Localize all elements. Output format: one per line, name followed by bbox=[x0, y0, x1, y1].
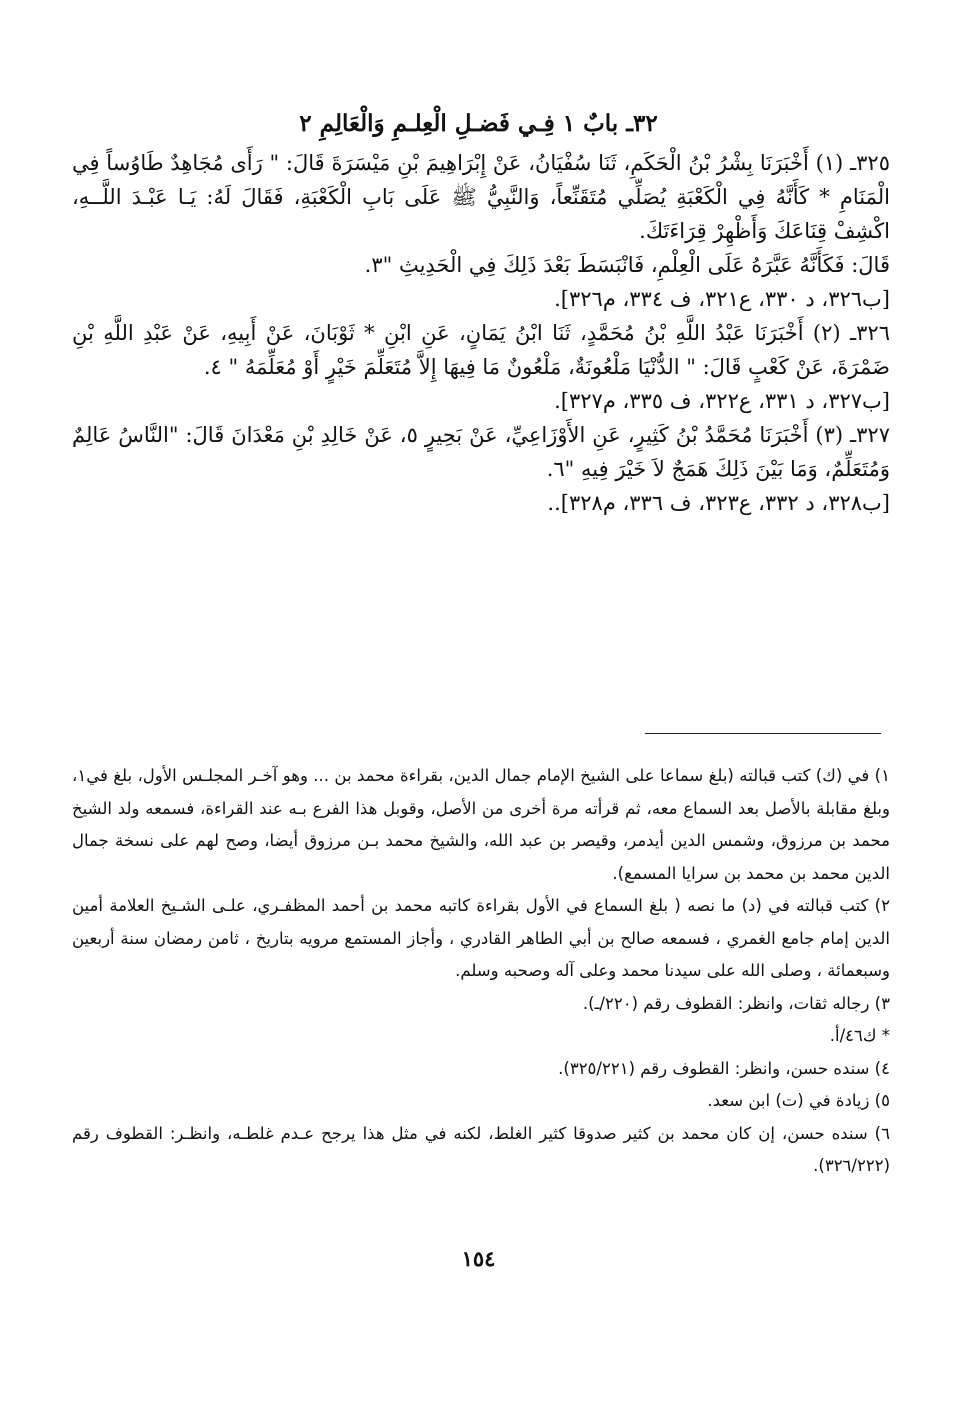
footnote-separator bbox=[645, 733, 881, 734]
footnote-3: ٣) رجاله ثقات، وانظر: القطوف رقم (٢٢٠/ـ). bbox=[582, 993, 890, 1013]
hadith-326-text: ٣٢٦ـ (٢) أَخْبَرَنَا عَبْدُ اللَّهِ بْنُ مُحَمَّدٍ، ثَنَا ابْنُ يَمَانٍ، عَنِ ابْنِ * ثَوْبَانَ، عَنْ أَبِيهِ، عَنْ عَبْدِ اللَّهِ بْنِ ضَمْرَةَ، عَنْ كَعْبٍ قَالَ: " الدُّنْيَا مَلْعُونَةٌ، مَلْعُونٌ مَا فِيهَا إِلاَّ مُتَعَلِّمَ خَيْرٍ أَوْ مُعَلِّمَهُ " ٤. bbox=[72, 321, 890, 379]
hadith-327-text: ٣٢٧ـ (٣) أَخْبَرَنَا مُحَمَّدُ بْنُ كَثِيرٍ، عَنِ الأَوْزَاعِيِّ، عَنْ بَحِيرٍ ٥، عَنْ خَالِدِ بْنِ مَعْدَانَ قَالَ: "النَّاسُ عَالِمٌ وَمُتَعَلِّمٌ، وَمَا بَيْنَ ذَلِكَ هَمَجٌ لاَ خَيْرَ فِيهِ "٦. bbox=[72, 423, 890, 481]
hadith-325-references: [ب٣٢٦، د ٣٣٠، ع٣٢١، ف ٣٣٤، م٣٢٦]. bbox=[554, 287, 890, 311]
footnote-folio-mark: * ك٤٦/أ. bbox=[829, 1026, 890, 1045]
hadith-325-continuation: قَالَ: فَكَأَنَّهُ عَبَّرَهُ عَلَى الْعِلْمِ، فَانْبَسَطَ بَعْدَ ذَلِكَ فِي الْحَدِيثِ "٣. bbox=[364, 253, 890, 277]
footnote-4: ٤) سنده حسن، وانظر: القطوف رقم (٣٢٥/٢٢١). bbox=[558, 1058, 890, 1078]
footnote-2: ٢) كتب قبالته في (د) ما نصه ( بلغ السماع في الأول بقراءة كاتبه محمد بن أحمد المظفـري، علـى الشـيخ العلامة أمين الدين إمام جامع الغمري ، فسمعه صالح بن أبي الطاهر القادري ، وأجاز المستمع مرويه بتاريخ ، ثامن رمضان سنة أربعين وسبعمائة ، وصلى الله على سيدنا محمد وعلى آله وصحبه وسلم. bbox=[72, 896, 890, 980]
footnote-5: ٥) زيادة في (ت) ابن سعد. bbox=[707, 1091, 890, 1110]
footnote-6: ٦) سنده حسن، إن كان محمد بن كثير صدوقا كثير الغلط، لكنه في مثل هذا يرجح عـدم غلطـه، وانظـر: القطوف رقم (٣٢٦/٢٢٢). bbox=[72, 1123, 890, 1175]
footnotes bbox=[72, 760, 890, 1183]
chapter-title: ٣٢ـ بابٌ ١ فِـي فَضـلِ الْعِلـمِ وَالْعَالِمِ ٢ bbox=[299, 110, 658, 137]
footnote-1: ١) في (ك) كتب قبالته (بلغ سماعا على الشيخ الإمام جمال الدين، بقراءة محمد بن ... وهو آخـر المجلـس الأول، بلغ في١، وبلغ مقابلة بالأصل بعد السماع معه، ثم قرأته مرة أخرى من الأصل، وقوبل هذا الفرع بـه عند القراءة، فسمعه ولد الشيخ محمد بن مرزوق، وشمس الدين أيدمر، وقيصر بن عبد الله، والشيخ محمد بـن مرزوق أيضا، وصح لهم على نسخة جمال الدين محمد بن محمد بن سرايا المسمع). bbox=[72, 766, 890, 883]
hadith-326-references: [ب٣٢٧، د ٣٣١، ع٣٢٢، ف ٣٣٥، م٣٢٧]. bbox=[554, 389, 890, 413]
hadith-327-references: [ب٣٢٨، د ٣٣٢، ع٣٢٣، ف ٣٣٦، م٣٢٨].. bbox=[547, 491, 890, 515]
main-text bbox=[72, 146, 890, 520]
page-number: ١٥٤ bbox=[461, 1246, 496, 1271]
hadith-325-text: ٣٢٥ـ (١) أَخْبَرَنَا بِشْرُ بْنُ الْحَكَمِ، ثَنَا سُفْيَانُ، عَنْ إِبْرَاهِيمَ بْنِ مَيْسَرَةَ قَالَ: " رَأَى مُجَاهِدٌ طَاوُساً فِي الْمَنَامِ * كَأَنَّهُ فِي الْكَعْبَةِ يُصَلِّي مُتَقَنِّعاً، وَالنَّبِيُّ ﷺ عَلَى بَابِ الْكَعْبَةِ، فَقَالَ لَهُ: يَـا عَبْـدَ اللَّــهِ، اكْشِفْ قِنَاعَكَ وَأَظْهِرْ قِرَاءَتَكَ. bbox=[72, 151, 890, 243]
